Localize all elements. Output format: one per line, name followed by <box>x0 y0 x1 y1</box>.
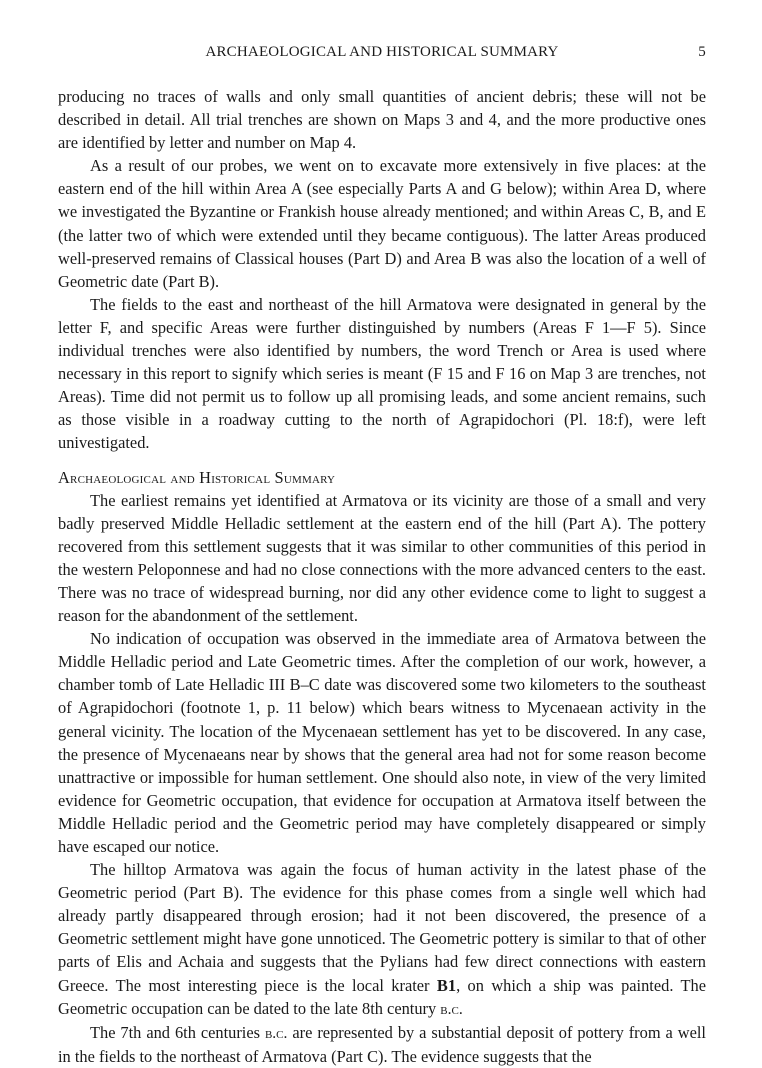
paragraph <box>58 858 706 1021</box>
era-abbreviation: b.c. <box>264 1024 288 1042</box>
section-heading: Archaeological and Historical Summary <box>58 467 336 487</box>
text-run: The hilltop Armatova was again the focus of human activity in the latest phase of the Geometric period (Part B). The evidence for this phase comes from a single well which had already partly disappeared through erosion; had it not been discovered, the presence of a Geometric settlement might have gone unnoticed. The Geometric pottery is similar to that of other parts of Elis and Achaia and suggests that the Pylians had few direct connections with eastern Greece. The most interesting piece is the local krater <box>58 860 706 995</box>
running-header <box>58 44 706 68</box>
era-abbreviation: b.c. <box>440 1000 463 1018</box>
paragraph <box>58 1021 706 1068</box>
intro-text <box>58 85 706 455</box>
document-page <box>58 44 706 1068</box>
paragraph: No indication of occupation was observed in the immediate area of Armatova between the Middle Helladic period and Late Geometric times. After the completion of our work, however, a chamber tomb of Late Helladic III B–C date was discovered some two kilometers to the southeast of Agrapidochori (footnote 1, p. 11 below) which bears witness to Mycenaean activity in the general vicinity. The location of the Mycenaean settlement has yet to be discovered. In any case, the presence of Mycenaeans near by shows that the general area had not for some reason become unattractive or impossible for human settlement. One should also note, in view of the very limited evidence for Geometric occupation, that evidence for occupation at Armatova itself between the Middle Helladic period and the Geometric period may have completely disappeared or simply have escaped our notice. <box>58 629 706 856</box>
paragraph: The fields to the east and northeast of the hill Armatova were designated in general by the letter F, and specific Areas were further distinguished by numbers (Areas F 1—F 5). Since individual trenches were also identified by numbers, the word Trench or Area is used where necessary in this report to signify which series is meant (F 15 and F 16 on Map 3 are trenches, not Areas). Time did not permit us to follow up all promising leads, and some ancient remains, such as those visible in a roadway cutting to the north of Agrapidochori (Pl. 18:f), were left univestigated. <box>58 294 706 453</box>
text-run: , on which a ship was painted. The Geometric occupation can be dated to the late 8th century <box>58 975 706 1018</box>
text-run: The 7th and 6th centuries <box>90 1022 265 1042</box>
paragraph: producing no traces of walls and only small quantities of ancient debris; these will not be described in detail. All trial trenches are shown on Maps 3 and 4, and the more productive ones are identified by letter and number on Map 4. <box>58 87 706 153</box>
paragraph: As a result of our probes, we went on to excavate more extensively in five places: at the eastern end of the hill within Area A (see especially Parts A and G below); within Area D, where we investigated the Byzantine or Frankish house already mentioned; and within Areas C, B, and E (the latter two of which were extended until they became contiguous). The latter Areas produced well-preserved remains of Classical houses (Part D) and Area B was also the location of a well of Geometric date (Part B). <box>58 156 706 291</box>
catalog-reference: B1 <box>436 975 457 995</box>
text-run: are represented by a substantial deposit of pottery from a well in the fields to the northeast of Armatova (Part C). The evidence suggests that the <box>58 1022 706 1066</box>
paragraph: The earliest remains yet identified at Armatova or its vicinity are those of a small and very badly preserved Middle Helladic settlement at the eastern end of the hill (Part A). The pottery recovered from this settlement suggests that it was similar to other communities of this period in the western Peloponnese and had no close connections with the more advanced centers to the east. There was no trace of widespread burning, nor did any other evidence come to light to suggest a reason for the abandonment of the settlement. <box>58 490 706 626</box>
page-number: 5 <box>698 44 706 60</box>
running-title: ARCHAEOLOGICAL AND HISTORICAL SUMMARY <box>205 44 559 60</box>
